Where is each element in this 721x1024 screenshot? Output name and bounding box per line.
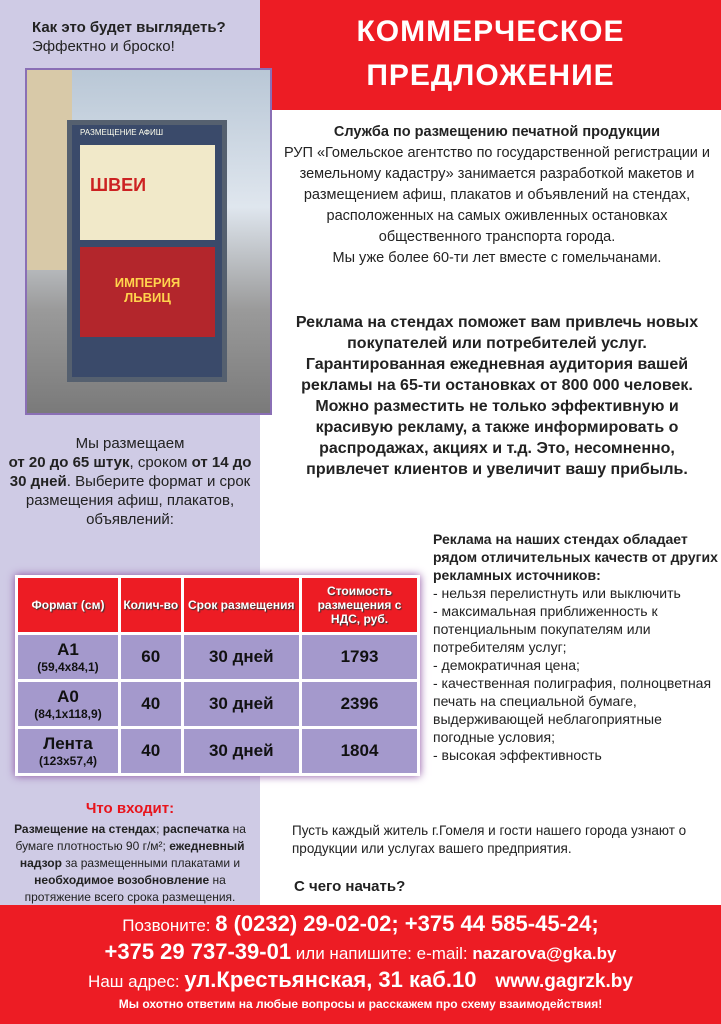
included-title: Что входит:: [85, 800, 175, 817]
start-heading: С чего начать?: [294, 878, 406, 895]
wish-text: Пусть каждый житель г.Гомеля и гости нашего города узнают о продукции или услугах вашего предприятия.: [292, 823, 687, 856]
t: или напишите: e-mail:: [291, 944, 473, 963]
intro: [282, 122, 712, 269]
qualities-list: [433, 530, 718, 764]
intro-title: Служба по размещению печатной продукции: [333, 124, 661, 140]
price-table: [15, 575, 420, 776]
website-link[interactable]: www.gagrzk.by: [495, 971, 633, 992]
size: (123x57,4): [38, 754, 98, 768]
list-item: - нельзя перелистнуть или выключить: [433, 585, 681, 601]
list-item: - максимальная приближенность к потенциальным покупателям или потребителям услуг;: [433, 603, 658, 655]
t: от 20 до 65 штук: [8, 454, 130, 471]
t: необходимое возобновление: [34, 873, 210, 887]
stand-photo: [25, 68, 272, 415]
format: А0: [57, 687, 79, 706]
qty: 40: [121, 682, 181, 726]
t: Наш адрес:: [88, 972, 185, 991]
contact-footer: [0, 905, 721, 1024]
size: (59,4x84,1): [37, 660, 99, 674]
qty: 60: [121, 635, 181, 679]
title-line1: КОММЕРЧЕСКОЕ: [356, 15, 625, 48]
col-header: Формат (см): [18, 578, 118, 632]
footer-note: Мы охотно ответим на любые вопросы и расскажем про схему взаимодействия!: [118, 997, 603, 1011]
term: 30 дней: [184, 682, 299, 726]
poster-text: ШВЕИ: [90, 175, 147, 195]
t: распечатка: [162, 822, 230, 836]
qualities-intro: Реклама на наших стендах обладает рядом отличительных качеств от других рекламных источников:: [433, 531, 718, 583]
t: Позвоните:: [122, 916, 216, 935]
intro-tail: Мы уже более 60-ти лет вместе с гомельчанами.: [332, 250, 662, 266]
advert-stand: [67, 120, 227, 382]
answer: Эффектно и броско!: [32, 38, 175, 55]
col-header: Стоимость размещения с НДС, руб.: [302, 578, 417, 632]
term: 30 дней: [184, 635, 299, 679]
list-item: - высокая эффективность: [433, 747, 602, 763]
list-item: - демократичная цена;: [433, 657, 580, 673]
term: 30 дней: [184, 729, 299, 773]
table-row: [18, 682, 417, 726]
t: . Выберите формат и срок размещения афиш, плакатов, объявлений:: [25, 473, 251, 528]
t: Мы размещаем: [75, 435, 185, 452]
preview-question: [32, 18, 226, 56]
t: на протяжение всего срока размещения.: [24, 873, 236, 904]
intro-body: РУП «Гомельское агентство по государственной регистрации и земельному кадастру» занимается разработкой макетов и размещением афиш, плакатов и объявлений на стендах, расположенных на самых оживленных остановках общественного транспорта города.: [283, 145, 711, 245]
table-row: [18, 635, 417, 679]
included-section: [0, 800, 260, 906]
phones[interactable]: 8 (0232) 29-02-02; +375 44 585-45-24;: [215, 911, 599, 936]
stand-label: РАЗМЕЩЕНИЕ АФИШ: [80, 128, 164, 137]
t: за размещенными плакатами и: [61, 856, 241, 870]
building: [27, 70, 72, 270]
t: на бумаге плотностью 90 г/м²;: [15, 822, 246, 853]
price: 1804: [302, 729, 417, 773]
benefits-text: Реклама на стендах поможет вам привлечь новых покупателей или потребителей услуг. Гарантированная ежедневная аудитория вашей рекламы на 65-ти остановках от 800 000 человек. Можно разместить не только эффективную и красивую рекламу, а также информировать о распродажах, акциях и т.д. Это, несомненно, привлечет клиентов и увеличит вашу прибыль.: [295, 314, 699, 478]
t: сроком: [137, 454, 192, 471]
col-header: Колич-во: [121, 578, 181, 632]
table-row: [18, 729, 417, 773]
price: 2396: [302, 682, 417, 726]
size: (84,1x118,9): [34, 707, 102, 721]
t: Размещение на стендах: [14, 822, 157, 836]
t: ;: [156, 822, 163, 836]
placement-info: Мы размещаем от 20 до 65 штук, сроком от 14 до 30 дней. Выберите формат и срок размещения афиш, плакатов, объявлений:: [0, 434, 260, 529]
email-link[interactable]: nazarova@gka.by: [472, 944, 617, 963]
format: Лента: [43, 734, 93, 753]
title-line2: ПРЕДЛОЖЕНИЕ: [366, 59, 615, 92]
format: А1: [57, 640, 79, 659]
poster-text: ИМПЕРИЯ ЛЬВИЦ: [114, 275, 181, 305]
price: 1793: [302, 635, 417, 679]
poster: [80, 247, 215, 337]
question: Как это будет выглядеть?: [32, 19, 226, 36]
qty: 40: [121, 729, 181, 773]
page-title: [260, 0, 721, 110]
t: от 14 до 30 дней: [9, 454, 252, 490]
list-item: - качественная полиграфия, полноцветная печать на специальной бумаге, выдерживающей неблагоприятные погодные условия;: [433, 675, 712, 745]
address: ул.Крестьянская, 31 каб.10: [184, 967, 477, 992]
col-header: Срок размещения: [184, 578, 299, 632]
poster: [80, 145, 215, 240]
t: ежедневный надзор: [19, 839, 245, 870]
phone[interactable]: +375 29 737-39-01: [104, 939, 292, 964]
